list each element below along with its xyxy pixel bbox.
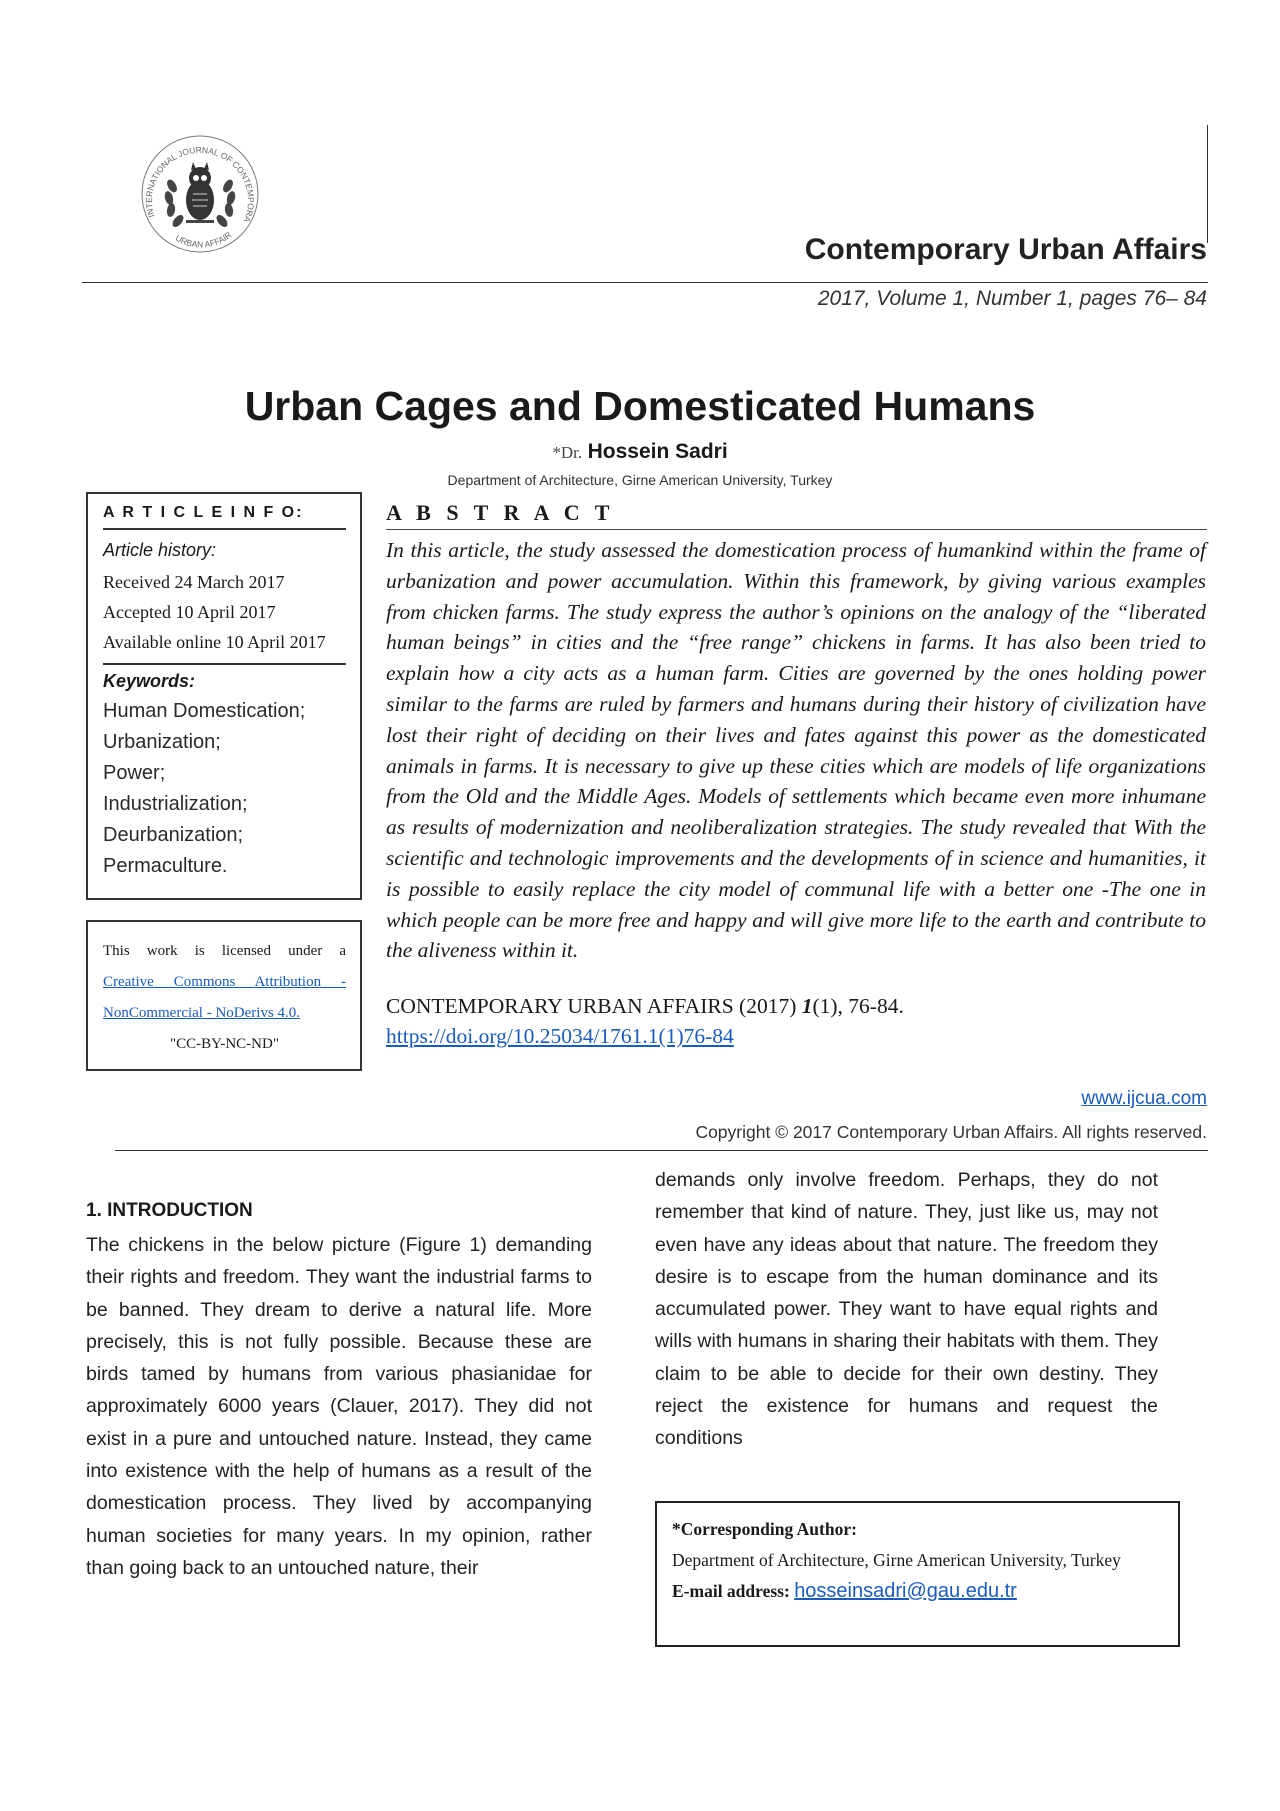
journal-seal-logo <box>136 128 264 262</box>
corresponding-author-box <box>655 1501 1180 1647</box>
author-prefix: *Dr. <box>552 443 583 462</box>
citation-pages: (1), 76-84. <box>812 994 904 1018</box>
header-vertical-rule <box>1207 125 1208 243</box>
body-column-left: The chickens in the below picture (Figure 1) demanding their rights and freedom. They want the industrial farms to be banned. They dream to derive a natural life. More precisely, this is not fully possible. Because these are birds tamed by humans from various phasianidae for approximately 6000 years (Clauer, 2017). They did not exist in a pure and untouched nature. Instead, they came into existence with the help of humans as a result of the domestication process. They lived by accompanying human societies for many years. In my opinion, rather than going back to an untouched nature, their <box>86 1234 592 1579</box>
citation <box>386 994 904 1019</box>
article-history-heading: Article history: <box>103 540 217 560</box>
keyword: Urbanization; <box>103 731 221 753</box>
license-link-continued[interactable]: NonCommercial - NoDerivs 4.0. <box>103 1005 301 1021</box>
journal-title: Contemporary Urban Affairs <box>804 233 1207 266</box>
available-date: Available online 10 April 2017 <box>103 632 326 652</box>
article-info-heading: A R T I C L E I N F O: <box>103 504 304 521</box>
abstract-rule <box>386 529 1207 530</box>
body-column-right: demands only involve freedom. Perhaps, they do not remember that kind of nature. They, just like us, may not even have any ideas about that nature. The freedom they desire is to escape from the human dominance and its accumulated power. They want to have equal rights and wills with humans in sharing their habitats with them. They claim to be able to decide for their own destiny. They reject the existence for humans and request the conditions <box>655 1169 1158 1450</box>
license-box <box>86 920 362 1071</box>
keyword: Deurbanization; <box>103 824 244 846</box>
citation-volume: 1 <box>801 994 813 1018</box>
keyword: Permaculture. <box>103 855 228 877</box>
article-info-rule <box>103 528 346 530</box>
header-rule <box>82 282 1208 283</box>
website-link[interactable]: www.ijcua.com <box>1081 1088 1207 1109</box>
keyword: Industrialization; <box>103 793 248 815</box>
keywords-rule <box>103 663 346 665</box>
seal-text-top: INTERNATIONAL JOURNAL OF CONTEMPORA <box>143 144 257 224</box>
doi-link[interactable]: https://doi.org/10.25034/1761.1(1)76-84 <box>386 1024 734 1048</box>
keywords-heading: Keywords: <box>103 671 196 691</box>
license-code: "CC-BY-NC-ND" <box>170 1036 279 1052</box>
abstract-text: In this article, the study assessed the domestication process of humankind within the frame of urbanization and power accumulation. Within this framework, by giving various examples from chicken farms. The study express the author’s opinions on the analogy of the “liberated human beings” in cities and the “free range” chickens in farms. It has also been tried to explain how a city acts as a human farm. Cities are governed by the ones holding power similar to the farms are ruled by farmers and humans during their history of civilization have lost their right of deciding on their lives and fates against this power as the domesticated animals in farms. It is necessary to give up these cities which are models of life organizations from the Old and the Middle Ages. Models of settlements which became even more inhumane as results of modernization and neoliberalization strategies. The study revealed that With the scientific and technologic improvements and the developments of in science and humanities, it is possible to easily replace the city model of communal life with a better one -The one in which people can be more free and happy and will give more life to the earth and contribute to the aliveness within it. <box>386 538 1206 963</box>
paper-title: Urban Cages and Domesticated Humans <box>244 383 1036 429</box>
author-line <box>0 440 1280 464</box>
article-info-box <box>86 492 362 900</box>
corresponding-author-heading: *Corresponding Author: <box>672 1519 857 1539</box>
license-link[interactable]: Creative Commons Attribution - <box>103 974 346 990</box>
author-name: Hossein Sadri <box>587 440 728 463</box>
license-text: This work is licensed under a <box>103 943 346 959</box>
copyright-notice: Copyright © 2017 Contemporary Urban Affairs. All rights reserved. <box>695 1122 1207 1142</box>
keyword: Power; <box>103 762 166 784</box>
corresponding-author-department: Department of Architecture, Girne American University, Turkey <box>672 1550 1121 1570</box>
received-date: Received 24 March 2017 <box>103 572 285 592</box>
seal-text-bottom: URBAN AFFAIR <box>173 229 234 250</box>
introduction-heading: 1. INTRODUCTION <box>86 1200 253 1221</box>
accepted-date: Accepted 10 April 2017 <box>103 602 276 622</box>
author-affiliation: Department of Architecture, Girne American University, Turkey <box>447 472 833 488</box>
section-rule <box>115 1150 1208 1151</box>
citation-journal: CONTEMPORARY URBAN AFFAIRS (2017) <box>386 994 802 1018</box>
issue-info: 2017, Volume 1, Number 1, pages 76– 84 <box>817 287 1207 310</box>
abstract-heading: A B S T R A C T <box>386 500 615 525</box>
keyword: Human Domestication; <box>103 700 306 722</box>
email-link[interactable]: hosseinsadri@gau.edu.tr <box>794 1580 1017 1602</box>
email-label: E-mail address: <box>672 1581 795 1601</box>
